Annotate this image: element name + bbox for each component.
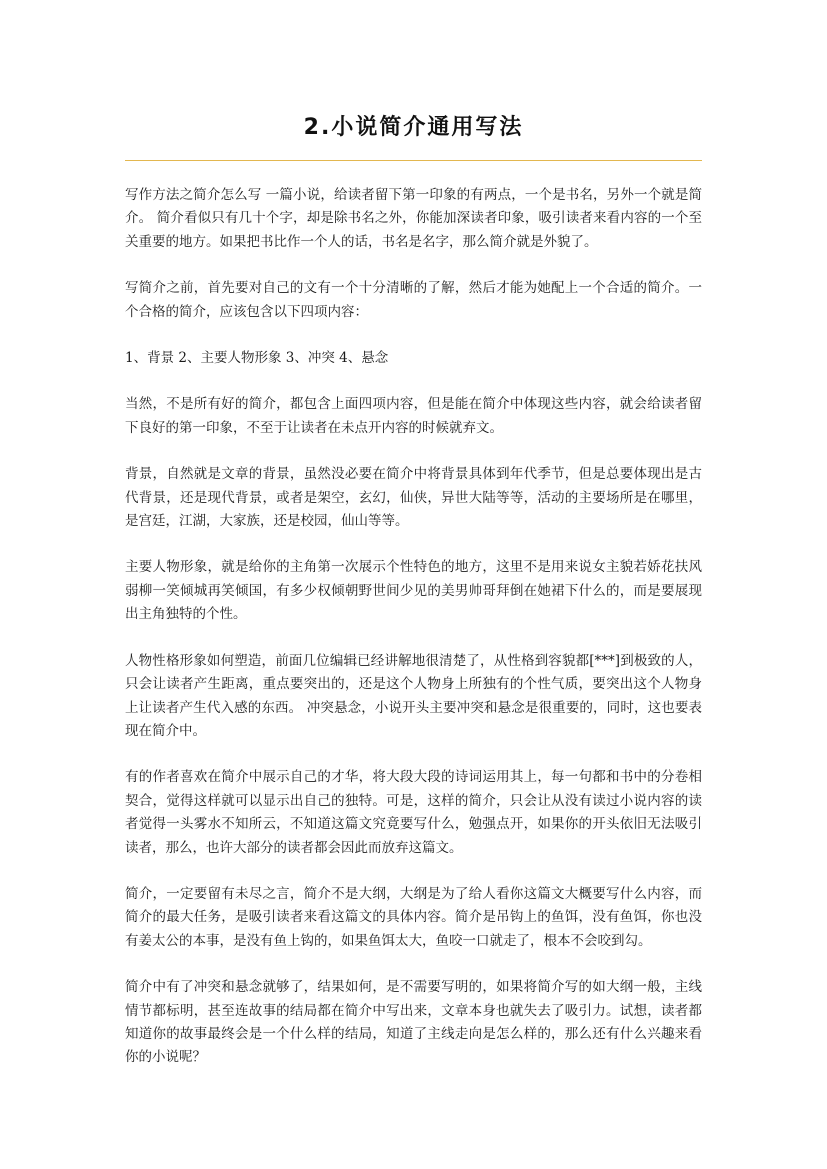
- page-title: 2.小说简介通用写法: [303, 115, 524, 140]
- article-body: [125, 184, 702, 1093]
- paragraph: 主要人物形象，就是给你的主角第一次展示个性特色的地方，这里不是用来说女主貌若娇花扶风弱柳一笑倾城再笑倾国，有多少权倾朝野世间少见的美男帅哥拜倒在她裙下什么的，而是要展现出主角独特的个性。: [125, 559, 702, 623]
- paragraph: 简介中有了冲突和悬念就够了，结果如何，是不需要写明的，如果将简介写的如大纲一般，主线情节都标明，甚至连故事的结局都在简介中写出来，文章本身也就失去了吸引力。试想，读者都知道你的故事最终会是一个什么样的结局，知道了主线走向是怎么样的，那么还有什么兴趣来看你的小说呢？: [125, 979, 702, 1066]
- paragraph: 写作方法之简介怎么写 一篇小说，给读者留下第一印象的有两点，一个是书名，另外一个就是简介。 简介看似只有几十个字，却是除书名之外，你能加深读者印象，吸引读者来看内容的一个至关重要的地方。如果把书比作一个人的话，书名是名字，那么简介就是外貌了。: [125, 187, 702, 250]
- paragraph: 1、背景 2、主要人物形象 3、冲突 4、悬念: [125, 350, 389, 367]
- paragraph: 写简介之前，首先要对自己的文有一个十分清晰的了解，然后才能为她配上一个合适的简介。一个合格的简介，应该包含以下四项内容：: [125, 280, 702, 320]
- paragraph: 简介，一定要留有未尽之言，简介不是大纲，大纲是为了给人看你这篇文大概要写什么内容，而简介的最大任务，是吸引读者来看这篇文的具体内容。简介是吊钩上的鱼饵，没有鱼饵，你也没有姜太公的本事，是没有鱼上钩的，如果鱼饵太大，鱼咬一口就走了，根本不会咬到勾。: [125, 885, 702, 949]
- paragraph: 有的作者喜欢在简介中展示自己的才华，将大段大段的诗词运用其上，每一句都和书中的分卷相契合，觉得这样就可以显示出自己的独特。可是，这样的简介，只会让从没有读过小说内容的读者觉得一头雾水不知所云，不知道这篇文究竟要写什么，勉强点开，如果你的开头依旧无法吸引读者，那么，也许大部分的读者都会因此而放弃这篇文。: [125, 769, 702, 856]
- paragraph: 人物性格形象如何塑造，前面几位编辑已经讲解地很清楚了，从性格到容貌都[***]到极致的人，只会让读者产生距离，重点要突出的，还是这个人物身上所独有的个性气质，要突出这个人物身上让读者产生代入感的东西。 冲突悬念，小说开头主要冲突和悬念是很重要的，同时，这也要表现在简介中。: [125, 652, 702, 739]
- paragraph: 背景，自然就是文章的背景，虽然没必要在简介中将背景具体到年代季节，但是总要体现出是古代背景，还是现代背景，或者是架空，玄幻，仙侠，异世大陆等等，活动的主要场所是在哪里，是宫廷，江湖，大家族，还是校园，仙山等等。: [125, 466, 702, 530]
- paragraph: 当然，不是所有好的简介，都包含上面四项内容，但是能在简介中体现这些内容，就会给读者留下良好的第一印象，不至于让读者在未点开内容的时候就弃文。: [125, 396, 702, 436]
- title-divider: [125, 160, 702, 161]
